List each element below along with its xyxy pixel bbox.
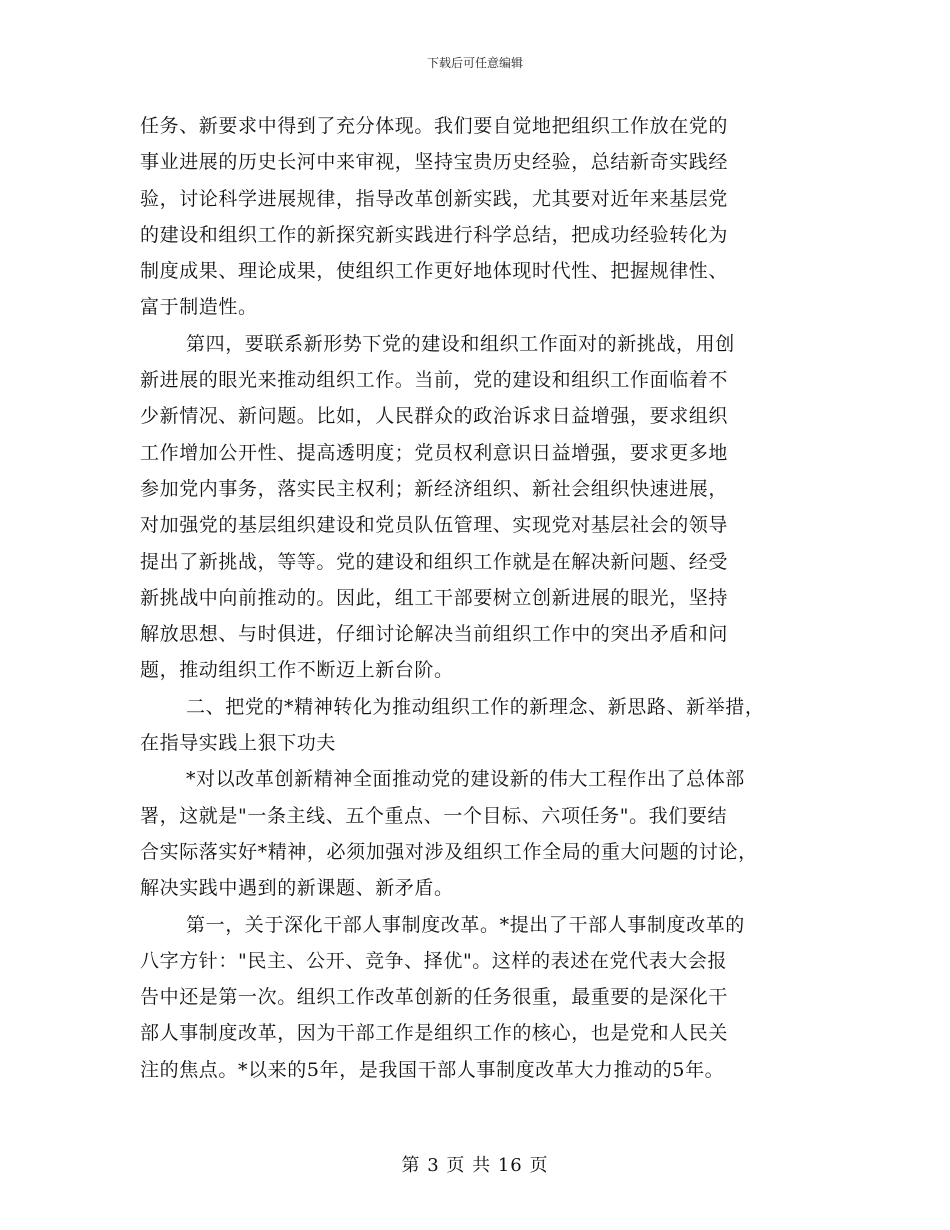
text-line: 参加党内事务，落实民主权利；新经济组织、新社会组织快速进展， — [140, 477, 729, 500]
text-line: 工作增加公开性、提高透明度；党员权利意识日益增强，要求更多地 — [140, 441, 729, 464]
text-line: 第四，要联系新形势下党的建设和组织工作面对的新挑战，用创 — [186, 332, 735, 355]
text-line: 少新情况、新问题。比如，人民群众的政治诉求日益增强，要求组织 — [140, 405, 729, 428]
text-line: 新挑战中向前推动的。因此，组工干部要树立创新进展的眼光，坚持 — [140, 586, 729, 609]
text-line: 提出了新挑战，等等。党的建设和组织工作就是在解决新问题、经受 — [140, 550, 729, 573]
text-line: 注的焦点。*以来的5年，是我国干部人事制度改革大力推动的5年。 — [140, 1058, 725, 1081]
text-line: 富于制造性。 — [140, 296, 258, 319]
page-number-footer: 第 3 页 共 16 页 — [401, 1155, 549, 1176]
text-line: 解决实践中遇到的新课题、新矛盾。 — [140, 877, 454, 900]
text-line: 八字方针："民主、公开、竞争、择优"。这样的表述在党代表大会报 — [140, 949, 728, 972]
text-line: 的建设和组织工作的新探究新实践进行科学总结，把成功经验转化为 — [140, 223, 729, 246]
header-note: 下载后可任意编辑 — [426, 56, 523, 70]
text-line: 验，讨论科学进展规律，指导改革创新实践，尤其要对近年来基层党 — [140, 187, 729, 210]
text-line: 二、把党的*精神转化为推动组织工作的新理念、新思路、新举措， — [186, 695, 765, 718]
text-line: 部人事制度改革，因为干部工作是组织工作的核心，也是党和人民关 — [140, 1022, 729, 1045]
text-line: 第一，关于深化干部人事制度改革。*提出了干部人事制度改革的 — [186, 913, 745, 936]
text-line: 新进展的眼光来推动组织工作。当前，党的建设和组织工作面临着不 — [140, 369, 729, 392]
text-line: 合实际落实好*精神，必须加强对涉及组织工作全局的重大问题的讨论， — [140, 840, 758, 863]
text-line: 题，推动组织工作不断迈上新台阶。 — [140, 659, 454, 682]
text-line: 告中还是第一次。组织工作改革创新的任务很重，最重要的是深化干 — [140, 986, 729, 1009]
text-line: 制度成果、理论成果，使组织工作更好地体现时代性、把握规律性、 — [140, 260, 729, 283]
text-line: 署，这就是"一条主线、五个重点、一个目标、六项任务"。我们要结 — [140, 804, 728, 827]
body-text — [140, 108, 826, 1088]
text-line: 在指导实践上狠下功夫 — [140, 732, 337, 755]
text-line: 任务、新要求中得到了充分体现。我们要自觉地把组织工作放在党的 — [140, 115, 729, 137]
text-line: 对加强党的基层组织建设和党员队伍管理、实现党对基层社会的领导 — [140, 514, 729, 537]
text-line: 事业进展的历史长河中来审视，坚持宝贵历史经验，总结新奇实践经 — [140, 151, 729, 174]
text-line: 解放思想、与时俱进，仔细讨论解决当前组织工作中的突出矛盾和问 — [140, 623, 729, 646]
text-line: *对以改革创新精神全面推动党的建设新的伟大工程作出了总体部 — [186, 768, 745, 791]
